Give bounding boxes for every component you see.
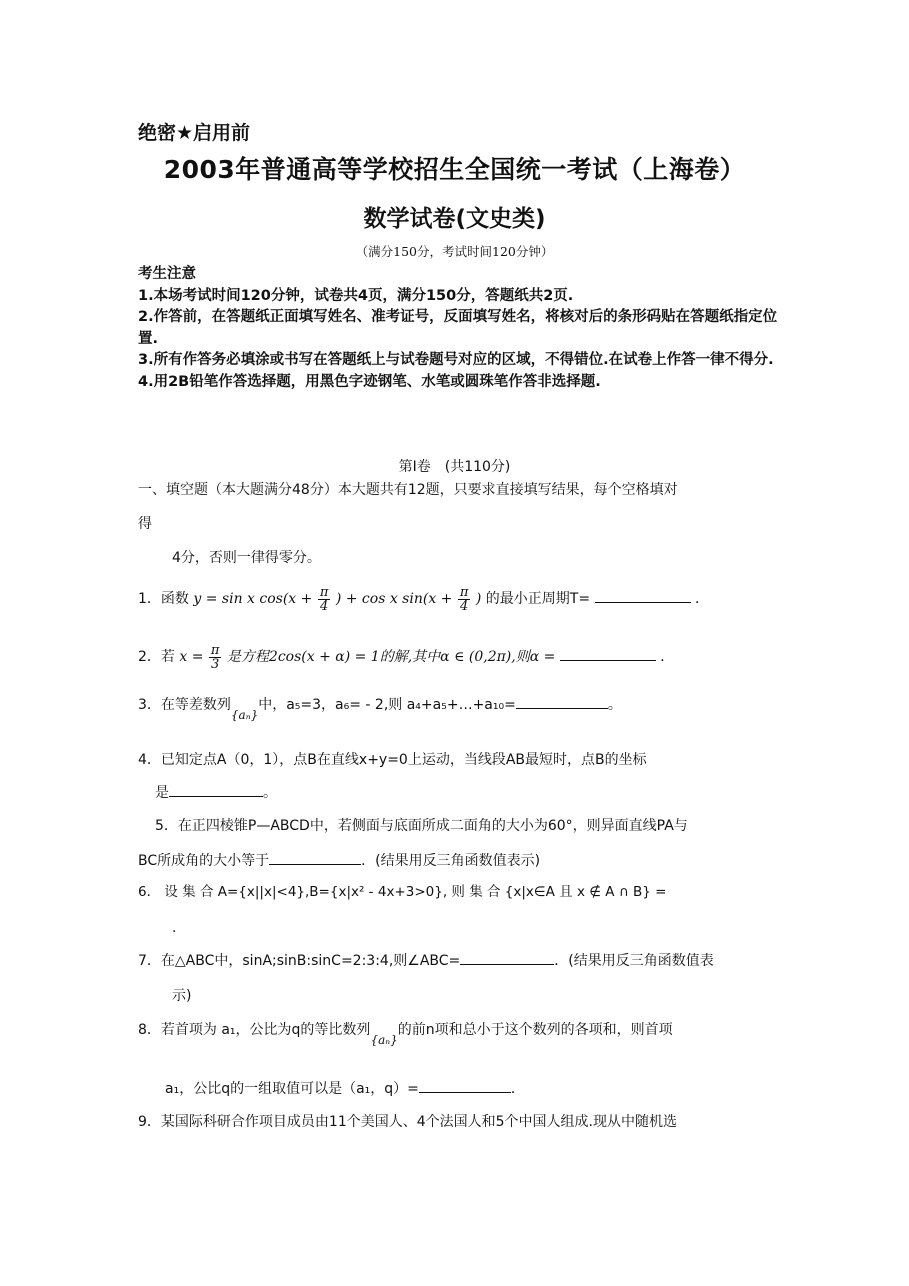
q8-text: 8．若首项为 a₁，公比为q的等比数列: [138, 1022, 371, 1038]
answer-blank[interactable]: [560, 646, 656, 661]
q1-end: ．: [694, 591, 709, 607]
q8-end: ．: [510, 1081, 525, 1097]
answer-blank[interactable]: [516, 694, 608, 709]
confidential-label: 绝密★启用前: [138, 122, 251, 144]
question-7: [138, 950, 714, 971]
q2-end: ．: [660, 649, 675, 665]
question-6-cont: .: [172, 920, 177, 936]
frac-den: 3: [211, 656, 220, 672]
section-intro-cont: 得: [138, 516, 152, 532]
answer-blank[interactable]: [419, 1078, 511, 1093]
q5-text: ．(结果用反三角函数值表示): [361, 853, 541, 869]
q1-expression: ): [475, 591, 482, 607]
q3-text: 中，a₅=3，a₆= - 2,则 a₄+a₅+…+a₁₀=: [258, 697, 516, 713]
question-8: [138, 1020, 673, 1050]
q4-text: 是: [155, 785, 169, 801]
q7-text: 7．在△ABC中，sinA;sinB:sinC=2:3:4,则∠ABC=: [138, 953, 461, 969]
q2-expression: x =: [179, 649, 204, 665]
frac-num: π: [319, 584, 329, 600]
notice-item: 3.所有作答务必填涂或书写在答题纸上与试卷题号对应的区域，不得错位.在试卷上作答一律不得分.: [138, 352, 774, 368]
frac-den: 4: [319, 598, 329, 614]
q2-expression: 是方程2cos(x + α) = 1的解,其中α ∈ (0,2π),则α =: [226, 649, 556, 665]
pi-over-4: [318, 586, 331, 613]
q3-label: 3．在等差数列: [138, 697, 231, 713]
pi-over-3: [209, 644, 222, 671]
frac-num: π: [459, 584, 469, 600]
question-2: [138, 640, 674, 674]
answer-blank[interactable]: [595, 588, 691, 603]
q1-expression: y = sin x cos(x +: [193, 591, 313, 607]
frac-num: π: [210, 642, 220, 658]
q7-text: ．(结果用反三角函数值表: [554, 953, 714, 969]
score-note: （满分150分，考试时间120分钟）: [355, 244, 554, 259]
sequence-symbol: {aₙ}: [230, 708, 259, 722]
part-heading: 第Ⅰ卷 (共110分): [398, 459, 511, 475]
q8-text: a₁，公比q的一组取值可以是（a₁，q）=: [165, 1081, 419, 1097]
question-5-cont: [138, 850, 540, 871]
q4-end: 。: [263, 785, 277, 801]
sequence-symbol: {aₙ}: [370, 1033, 398, 1047]
q1-text: 的最小正周期T=: [485, 591, 591, 607]
notice-item: 2.作答前，在答题纸正面填写姓名、准考证号，反面填写姓名，将核对后的条形码贴在答题纸指定位置.: [138, 309, 778, 347]
answer-blank[interactable]: [269, 850, 361, 865]
question-1: [138, 582, 709, 616]
question-7-cont: 示): [172, 988, 192, 1004]
q2-label: 2．若: [138, 649, 175, 665]
question-9: 9．某国际科研合作项目成员由11个美国人、4个法国人和5个中国人组成.现从中随机选: [138, 1114, 677, 1130]
notice-item: 1.本场考试时间120分钟，试卷共4页，满分150分，答题纸共2页.: [138, 287, 574, 304]
q1-expression: ) + cos x sin(x +: [335, 591, 453, 607]
question-5: 5．在正四棱锥P—ABCD中，若侧面与底面所成二面角的大小为60°，则异面直线PA与: [155, 818, 688, 834]
exam-title: 2003年普通高等学校招生全国统一考试（上海卷）: [163, 155, 746, 184]
q1-label: 1．函数: [138, 591, 189, 607]
q8-text: 的前n项和总小于这个数列的各项和，则首项: [397, 1022, 673, 1038]
question-8-cont: [165, 1078, 525, 1099]
question-3: [138, 694, 622, 725]
question-6: 6． 设 集 合 A={x||x|<4},B={x|x² - 4x+3>0}, 则 集 合 {x|x∈A 且 x ∉ A ∩ B} =: [138, 884, 667, 900]
candidate-notice: [138, 264, 778, 393]
notice-item: 4.用2B铅笔作答选择题，用黑色字迹钢笔、水笔或圆珠笔作答非选择题.: [138, 373, 601, 390]
question-4-cont: [155, 782, 277, 803]
section-intro: 一、填空题（本大题满分48分）本大题共有12题，只要求直接填写结果，每个空格填对: [138, 482, 678, 498]
pi-over-4: [458, 586, 471, 613]
notice-heading: 考生注意: [138, 266, 196, 282]
answer-blank[interactable]: [169, 782, 263, 797]
question-4: 4．已知定点A（0，1），点B在直线x+y=0上运动，当线段AB最短时，点B的坐标: [138, 752, 647, 768]
frac-den: 4: [459, 598, 469, 614]
exam-subtitle: 数学试卷(文史类): [363, 206, 546, 232]
q3-end: 。: [607, 697, 622, 713]
q5-text: BC所成角的大小等于: [138, 853, 270, 869]
section-intro-cont: 4分，否则一律得零分。: [172, 550, 321, 566]
answer-blank[interactable]: [460, 950, 554, 965]
